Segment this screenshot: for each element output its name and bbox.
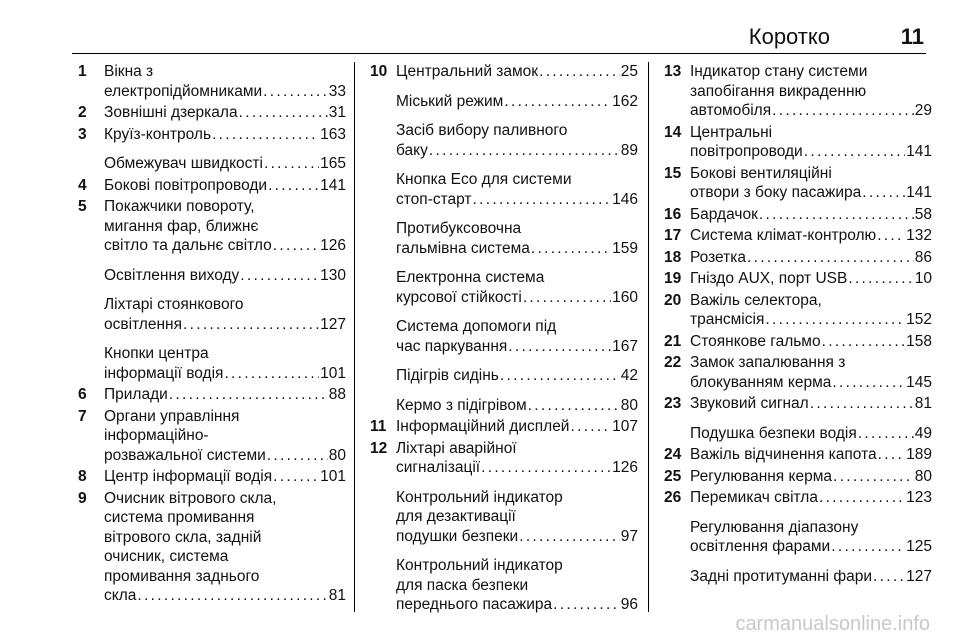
entry-page-ref[interactable]: 81 [328,587,346,604]
entry-page-ref[interactable]: 163 [320,125,346,143]
entry-text-line: Органи управління [104,407,240,425]
entry-page-ref[interactable]: 132 [906,227,932,244]
entry-label: переднього пасажира [396,596,553,613]
entry-page-line [396,337,638,357]
entry-label: освітлення фарами [690,538,831,555]
entry-page-line [104,586,346,606]
entry-page-line [396,396,638,416]
entry-page-ref[interactable]: 33 [328,82,346,100]
entry-label: блокуванням керма [690,373,832,391]
entry-text-line: Ліхтарі стоянкового [104,296,244,313]
entry-text-line: Важіль селектора, [690,291,822,309]
entry-page-line [690,101,932,121]
dot-leader [240,266,319,286]
entry-number: 2 [78,104,87,121]
entry-page-ref[interactable]: 49 [914,424,932,442]
index-entry [370,317,638,356]
entry-page-ref[interactable]: 159 [612,239,638,257]
dot-leader [873,567,905,587]
entry-number: 7 [78,407,87,425]
dot-leader [810,394,914,414]
entry-number: 15 [664,164,682,182]
dot-leader [473,190,612,210]
entry-label: Прилади [104,386,168,403]
entry-number: 18 [664,248,682,266]
entry-number: 25 [664,467,682,485]
dot-leader [169,385,328,405]
entry-page-ref[interactable]: 141 [320,176,346,194]
entry-label: час паркування [396,337,508,355]
entry-label: Обмежувач швидкості [104,155,263,172]
entry-page-ref[interactable]: 80 [620,396,638,414]
dot-leader [264,154,319,174]
index-entry [664,394,932,414]
dot-leader [877,226,905,246]
entry-page-line [690,488,932,508]
entry-page-ref[interactable]: 86 [914,248,932,266]
index-entry [370,219,638,258]
entry-number: 10 [370,63,388,80]
index-entry [664,62,932,121]
entry-text-line: мигання фар, ближнє [104,217,259,235]
dot-leader [531,239,611,259]
entry-page-ref[interactable]: 126 [612,459,638,476]
entry-page-ref[interactable]: 101 [320,468,346,485]
entry-label: Бардачок [690,205,758,223]
index-entry [664,205,932,225]
index-entry [78,489,346,606]
entry-page-ref[interactable]: 126 [320,237,346,254]
entry-number: 4 [78,176,87,194]
entry-text-line: Бокові вентиляційні [690,164,832,182]
entry-label: Перемикач світла [690,489,818,506]
entry-label: подушки безпеки [396,527,519,545]
entry-number: 22 [664,354,682,371]
entry-page-ref[interactable]: 130 [320,266,346,284]
index-entry [370,268,638,307]
entry-page-ref[interactable]: 127 [906,567,932,585]
index-entry [370,92,638,112]
dot-leader [833,467,914,487]
entry-number: 17 [664,227,682,244]
entry-label: Гніздо AUX, порт USB [690,270,848,287]
dot-leader [212,125,319,145]
entry-page-line [690,332,932,352]
entry-text-line: промивання заднього [104,567,260,585]
index-entry [78,62,346,101]
index-entry [664,353,932,392]
entry-page-line [104,82,346,102]
entry-page-ref[interactable]: 97 [620,527,638,545]
section-title: Коротко [748,24,830,49]
entry-page-ref[interactable]: 162 [612,92,638,110]
entry-page-line [104,446,346,466]
index-entry [664,488,932,508]
dot-leader [570,417,611,437]
entry-label: інформації водія [104,364,224,382]
index-entry [78,295,346,334]
entry-label: отвори з боку пасажира [690,184,862,201]
entry-page-line [396,239,638,259]
dot-leader [267,446,328,466]
dot-leader [848,269,913,289]
entry-label: баку [396,141,428,159]
entry-page-line [396,458,638,478]
entry-page-ref[interactable]: 42 [620,367,638,384]
entry-page-line [104,467,346,487]
dot-leader [822,332,906,352]
entry-text-line: Індикатор стану системи [690,63,868,80]
entry-label: Бокові повітропроводи [104,176,268,194]
entry-text-line: Очисник вітрового скла, [104,489,277,507]
dot-leader [831,537,905,557]
entry-page-line [104,364,346,384]
index-entry [370,366,638,386]
dot-leader [224,364,319,384]
entry-page-ref[interactable]: 107 [612,418,638,435]
entry-page-ref[interactable]: 10 [914,270,932,287]
entry-text-line: Кнопки центра [104,345,209,362]
entry-page-line [104,315,346,335]
index-entry [664,291,932,330]
index-entry [78,197,346,256]
entry-label: Стоянкове гальмо [690,332,821,350]
index-entry [78,154,346,174]
entry-page-line [690,537,932,557]
dot-leader [268,176,319,196]
entry-page-line [690,310,932,330]
dot-leader [239,103,328,123]
entry-page-ref[interactable]: 81 [914,395,932,412]
entry-text-line: Вікна з [104,63,154,80]
index-entry [78,176,346,196]
entry-label: скла [104,587,137,604]
entry-page-line [690,467,932,487]
entry-page-ref[interactable]: 29 [914,102,932,119]
entry-label: автомобіля [690,102,772,119]
entry-number: 1 [78,63,87,80]
entry-label: Інформаційний дисплей [396,418,570,435]
entry-label: електропідйомниками [104,82,263,100]
dot-leader [500,366,620,386]
entry-page-line [690,226,932,246]
index-entry [664,248,932,268]
entry-label: Система клімат-контролю [690,227,877,244]
entry-label: Підігрів сидінь [396,367,499,384]
index-column-2 [370,62,638,615]
dot-leader [263,82,328,102]
entry-text-line: Засіб вибору паливного [396,122,568,139]
dot-leader [858,424,914,444]
dot-leader [765,310,905,330]
index-entry [664,567,932,587]
dot-leader [747,248,914,268]
entry-page-line [104,266,346,286]
entry-text-line: Центральні [690,123,773,141]
entry-page-line [690,248,932,268]
dot-leader [137,586,327,606]
index-entry [664,467,932,487]
entry-page-ref[interactable]: 146 [612,190,638,208]
page-header [0,0,960,56]
entry-label: освітлення [104,315,182,333]
entry-number: 24 [664,446,682,463]
entry-page-line [396,62,638,82]
index-entry [664,269,932,289]
entry-label: повітропроводи [690,143,803,160]
index-column-3 [664,62,932,586]
entry-number: 19 [664,270,682,287]
index-entry [370,396,638,416]
entry-page-line [104,103,346,123]
entry-text-line: запобігання викраденню [690,82,867,100]
header-rule [72,53,926,54]
index-entry [370,556,638,615]
dot-leader [553,595,620,615]
entry-page-ref[interactable]: 31 [328,104,346,121]
entry-page-ref[interactable]: 189 [906,446,932,463]
index-entry [78,467,346,487]
index-entry [664,226,932,246]
index-entry [370,121,638,160]
dot-leader [429,141,620,161]
dot-leader [273,236,319,256]
entry-text-line: Система допомоги під [396,318,557,335]
dot-leader [819,488,905,508]
index-entry [370,439,638,478]
index-entry [78,266,346,286]
entry-page-line [690,567,932,587]
entry-number: 20 [664,291,682,309]
entry-page-ref[interactable]: 145 [906,373,932,391]
entry-label: Важіль відчинення капота [690,446,877,463]
index-entry [78,103,346,123]
entry-label: Задні протитуманні фари [690,567,873,585]
index-entry [370,170,638,209]
index-entry [664,164,932,203]
index-entry [370,62,638,82]
index-entry [664,424,932,444]
entry-label: сигналізації [396,459,481,476]
entry-page-ref[interactable]: 158 [906,332,932,350]
entry-label: Центр інформації водія [104,468,273,485]
dot-leader [183,315,319,335]
entry-page-ref[interactable]: 123 [906,489,932,506]
entry-page-line [396,366,638,386]
entry-label: Центральний замок [396,63,539,80]
entry-label: світло та дальнє світло [104,237,272,254]
index-entry [78,125,346,145]
entry-text-line: для паска безпеки [396,576,529,594]
dot-leader [832,373,905,393]
entry-label: Освітлення виходу [104,266,240,284]
entry-page-line [104,154,346,174]
entry-text-line: інформаційно- [104,427,209,444]
entry-page-ref[interactable]: 152 [906,311,932,328]
entry-text-line: для дезактивації [396,508,516,525]
entry-page-ref[interactable]: 125 [906,538,932,555]
entry-number: 21 [664,332,682,350]
entry-page-line [690,373,932,393]
entry-text-line: Протибуксовочна [396,220,522,237]
entry-number: 5 [78,198,87,215]
dot-leader [772,101,914,121]
entry-page-line [690,183,932,203]
entry-number: 11 [370,418,387,435]
dot-leader [508,337,611,357]
dot-leader [759,205,914,225]
entry-text-line: вітрового скла, задній [104,528,262,546]
index-entry [664,123,932,162]
entry-page-ref[interactable]: 89 [620,141,638,159]
dot-leader [481,458,611,478]
entry-page-line [690,142,932,162]
entry-text-line: Контрольний індикатор [396,488,563,506]
entry-text-line: очисник, система [104,548,229,565]
dot-leader [519,527,620,547]
entry-label: розважальної системи [104,446,266,464]
page-number: 11 [900,24,924,49]
entry-label: Зовнішні дзеркала [104,104,238,121]
entry-page-ref[interactable]: 58 [914,205,932,223]
index-entry [664,445,932,465]
entry-text-line: Електронна система [396,269,545,286]
entry-page-ref[interactable]: 141 [906,143,932,160]
entry-page-ref[interactable]: 101 [320,364,346,382]
entry-page-line [396,190,638,210]
index-entry [370,488,638,547]
entry-label: Регулювання керма [690,467,832,485]
entry-page-line [396,92,638,112]
watermark: carmanualsonline.info [735,613,930,635]
entry-page-ref[interactable]: 80 [328,446,346,464]
entry-text-line: система промивання [104,509,255,526]
dot-leader [523,288,611,308]
entry-page-ref[interactable]: 80 [914,467,932,485]
entry-number: 8 [78,468,87,485]
entry-label: курсової стійкості [396,288,522,306]
entry-page-ref[interactable]: 141 [906,184,932,201]
entry-page-line [690,205,932,225]
index-entry [78,385,346,405]
entry-page-ref[interactable]: 127 [320,315,346,333]
entry-text-line: Контрольний індикатор [396,557,563,574]
entry-page-ref[interactable]: 25 [620,63,638,80]
entry-text-line: Покажчики повороту, [104,198,255,215]
entry-number: 12 [370,439,388,457]
entry-number: 26 [664,489,682,506]
entry-page-line [104,236,346,256]
index-entry [664,332,932,352]
entry-page-line [104,176,346,196]
entry-label: Розетка [690,248,746,266]
entry-page-ref[interactable]: 88 [328,386,346,403]
entry-label: Звуковий сигнал [690,395,809,412]
index-entry [370,417,638,437]
entry-number: 23 [664,395,682,412]
dot-leader [804,142,905,162]
dot-leader [862,183,905,203]
entry-label: трансмісія [690,311,765,328]
entry-page-line [690,394,932,414]
index-entry [78,344,346,383]
entry-number: 3 [78,125,87,143]
entry-page-line [396,141,638,161]
entry-page-ref[interactable]: 96 [620,596,638,613]
dot-leader [504,92,611,112]
entry-text-line: Кнопка Eco для системи [396,171,572,188]
entry-number: 16 [664,205,682,223]
entry-text-line: Регулювання діапазону [690,518,859,536]
entry-number: 13 [664,63,682,80]
entry-label: стоп-старт [396,190,472,208]
column-divider [354,62,355,612]
entry-page-line [690,445,932,465]
column-divider [648,62,649,612]
entry-page-ref[interactable]: 167 [612,337,638,355]
entry-label: Круїз-контроль [104,125,212,143]
entry-page-line [104,125,346,145]
entry-page-line [396,527,638,547]
dot-leader [878,445,906,465]
entry-page-line [396,417,638,437]
entry-label: гальмівна система [396,239,530,257]
dot-leader [539,62,620,82]
entry-number: 6 [78,386,87,403]
index-entry [664,518,932,557]
entry-label: Міський режим [396,92,504,110]
entry-text-line: Замок запалювання з [690,354,846,371]
entry-page-ref[interactable]: 165 [320,155,346,172]
dot-leader [528,396,620,416]
entry-label: Кермо з підігрівом [396,396,527,414]
entry-page-line [396,288,638,308]
entry-page-line [690,424,932,444]
entry-label: Подушка безпеки водія [690,424,857,442]
index-entry [78,407,346,466]
entry-text-line: Ліхтарі аварійної [396,439,517,457]
entry-page-line [690,269,932,289]
dot-leader [273,467,319,487]
entry-page-line [396,595,638,615]
index-column-1 [78,62,346,606]
entry-number: 14 [664,123,682,141]
entry-number: 9 [78,489,87,507]
entry-page-ref[interactable]: 160 [612,288,638,306]
entry-page-line [104,385,346,405]
